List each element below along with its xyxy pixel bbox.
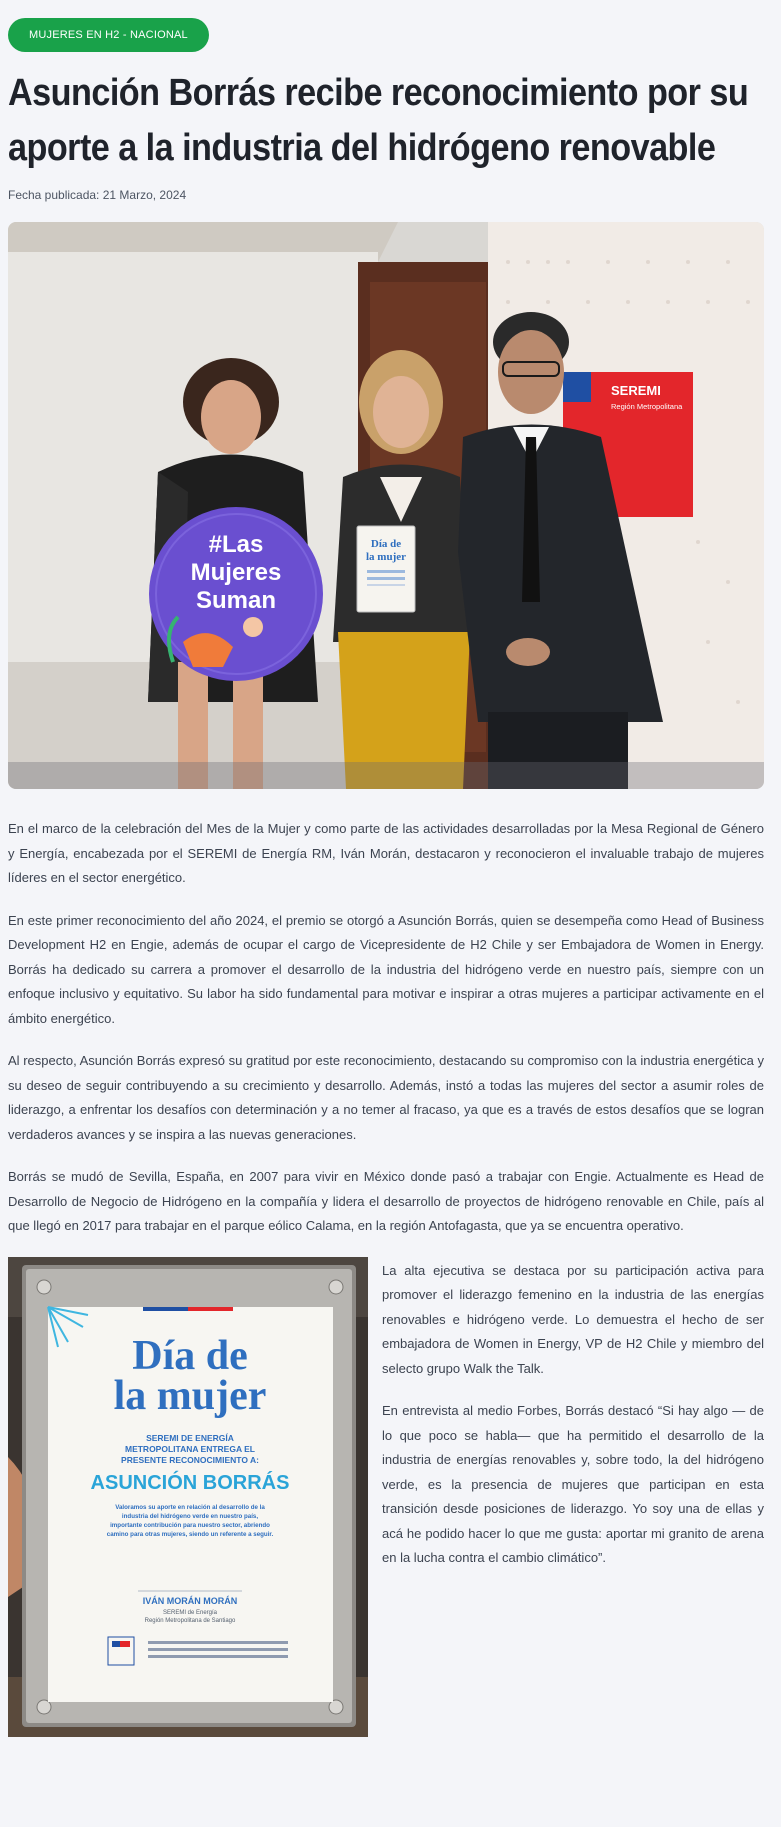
plaque-signer: IVÁN MORÁN MORÁN [142, 1595, 238, 1606]
small-plaque-line-1: Día de [370, 538, 402, 550]
paragraph-3: Al respecto, Asunción Borrás expresó su gratitud por este reconocimiento, destacando su compromiso con la industria energética y su deseo de seguir contribuyendo a su crecimiento y desarrollo. Además, instó a todas las mujeres del sector a asumir roles de liderazgo, a enfrentar los desafíos con determinación y a no temer al fracaso, ya que es a través de estos desafíos que se logran verdaderos avances y se inspira a las nuevas generaciones. [8, 1053, 764, 1142]
publish-date: Fecha publicada: 21 Marzo, 2024 [8, 188, 187, 202]
seremi-banner-title: SEREMI [611, 383, 661, 398]
category-tag[interactable]: MUJERES EN H2 - NACIONAL [8, 18, 209, 52]
paragraph-1: En el marco de la celebración del Mes de la Mujer y como parte de las actividades desarrolladas por la Mesa Regional de Género y Energía, encabezada por el SEREMI de Energía RM, Iván Morán, destacaron y reconocieron el invaluable trabajo de mujeres líderes en el sector energético. [8, 821, 764, 885]
sign-line-1: #Las [208, 531, 264, 558]
paragraph-4: Borrás se mudó de Sevilla, España, en 2007 para vivir en México donde pasó a trabajar con Engie. Actualmente es Head de Desarrollo de Negocio de Hidrógeno en la compañía y lidera el desarrollo de proyectos de hidrógeno renovable en Chile, país al que llegó en 2017 para trabajar en el parque eólico Calama, en la región Antofagasta, que ya se encuentra operativo. [8, 1169, 764, 1233]
image-text-section [8, 1257, 764, 1737]
plaque-photo [8, 1257, 368, 1737]
article [8, 0, 764, 1737]
plaque-body-2: industria del hidrógeno verde en nuestro país, [121, 1512, 259, 1520]
small-plaque-line-2: la mujer [365, 551, 407, 563]
plaque-body-3: importante contribución para nuestro sector, abriendo [110, 1521, 270, 1529]
plaque-heading-1: Día de [132, 1332, 248, 1379]
plaque-sub-1: SEREMI DE ENERGÍA [146, 1432, 234, 1443]
plaque-heading-2: la mujer [113, 1372, 267, 1419]
plaque-body-1: Valoramos su aporte en relación al desarrollo de la [115, 1503, 265, 1511]
hero-photo [8, 222, 764, 789]
plaque-sub-3: PRESENTE RECONOCIMIENTO A: [121, 1454, 259, 1465]
article-title: Asunción Borrás recibe reconocimiento por su aporte a la industria del hidrógeno renovable [8, 72, 749, 169]
paragraph-6: En entrevista al medio Forbes, Borrás destacó “Si hay algo — de lo que poco se habla— que ha permitido el desarrollo de la industria de energías renovables y, sobre todo, la del hidrógeno verde, es la presencia de mujeres que participan en esta transición desde posiciones de liderazgo. Yo soy una de ellas y acá he podido hacer lo que me gusta: aportar mi granito de arena en la lucha contra el cambio climático”. [382, 1403, 764, 1565]
seremi-banner-subtitle: Región Metropolitana [611, 402, 683, 411]
plaque-recipient-name: ASUNCIÓN BORRÁS [90, 1471, 290, 1494]
plaque-body-4: camino para otras mujeres, siendo un referente a seguir. [106, 1530, 274, 1538]
paragraph-5: La alta ejecutiva se destaca por su participación activa para promover el liderazgo femenino en la industria de las energías renovables e hidrógeno verde. Lo demuestra el hecho de ser embajadora de Women in Energy, VP de H2 Chile y miembro del selecto grupo Walk the Talk. [382, 1262, 764, 1376]
plaque-signer-role-1: SEREMI de Energía [162, 1609, 218, 1616]
plaque-signer-role-2: Región Metropolitana de Santiago [144, 1617, 236, 1624]
paragraph-2: En este primer reconocimiento del año 2024, el premio se otorgó a Asunción Borrás, quien se desempeña como Head of Business Development H2 en Engie, además de ocupar el cargo de Vicepresidente de H2 Chile y ser Embajadora de Women in Energy. Borrás ha dedicado su carrera a promover el desarrollo de la industria del hidrógeno verde en nuestro país, siempre con un enfoque inclusivo y equitativo. Su labor ha sido fundamental para motivar e inspirar a otras mujeres a participar activamente en el ámbito energético. [8, 912, 764, 1026]
plaque-sub-2: METROPOLITANA ENTREGA EL [124, 1443, 256, 1454]
sign-line-3: Suman [195, 587, 277, 614]
side-text [382, 1259, 764, 1737]
sign-line-2: Mujeres [190, 559, 282, 586]
